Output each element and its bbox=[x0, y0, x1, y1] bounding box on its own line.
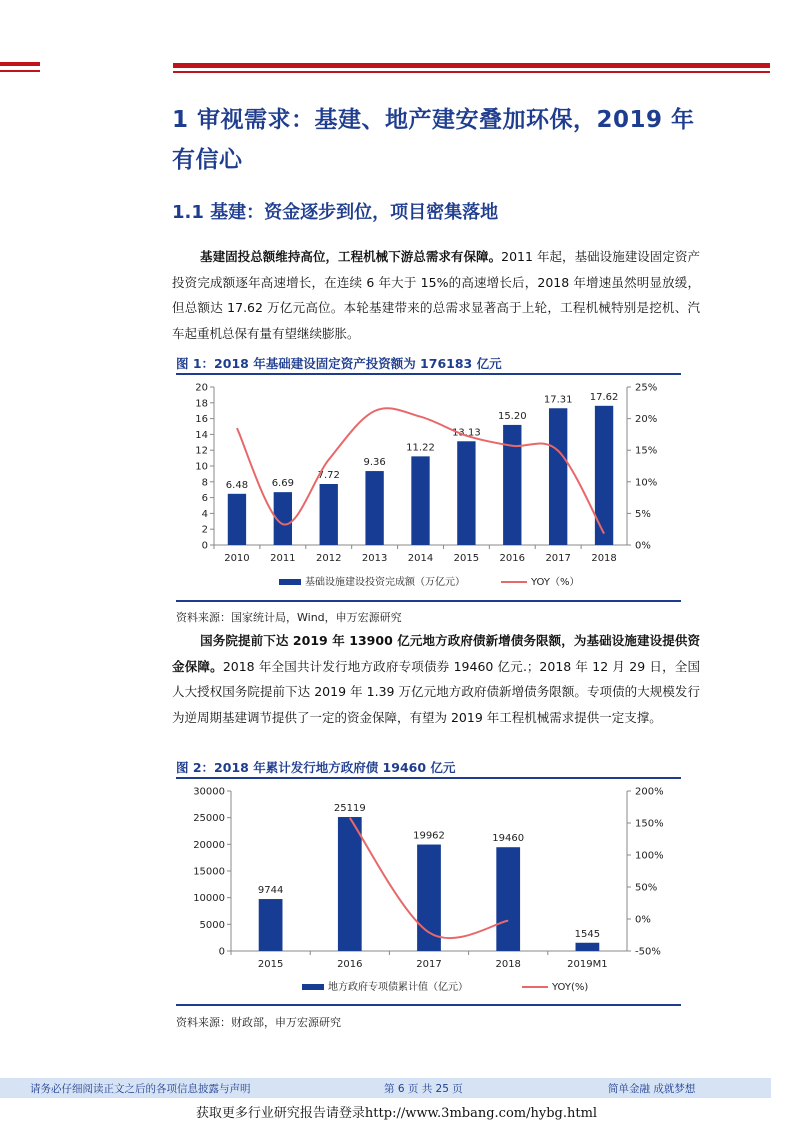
legend-swatch-bar bbox=[302, 984, 324, 990]
bar bbox=[496, 847, 520, 951]
header-bar-right bbox=[173, 63, 770, 68]
paragraph-2-lead: 国务院提前下达 2019 年 13900 亿元地方政府债新增债务限额，为基础设施建设提供资金保障。 bbox=[172, 633, 700, 674]
x-tick-label: 2013 bbox=[361, 553, 388, 564]
x-tick-label: 2016 bbox=[337, 959, 363, 970]
paragraph-1-body: 2011 年起，基础设施建设固定资产投资完成额逐年高速增长，在连续 6 年大于 15%的高速增长后，2018 年增速虽然明显放缓，但总额达 17.62 万亿元高位。本轮基建带来的总需求显著高于上轮，工程机械特别是挖机、汽车起重机总保有量有望继续膨胀。 bbox=[172, 249, 700, 341]
figure-2-top-rule bbox=[176, 777, 681, 779]
figure-1-source: 资料来源：国家统计局，Wind，申万宏源研究 bbox=[176, 611, 402, 624]
bar-data-label: 1545 bbox=[574, 928, 601, 940]
bar bbox=[549, 408, 567, 545]
x-tick-label: 2016 bbox=[499, 553, 526, 564]
legend-label-line: YOY(%) bbox=[552, 982, 589, 993]
y-tick-label-left: 5000 bbox=[199, 919, 225, 931]
bar-data-label: 17.62 bbox=[589, 391, 619, 403]
y-tick-label-left: 16 bbox=[195, 414, 208, 426]
x-tick-label: 2018 bbox=[495, 959, 521, 970]
figure-2-title: 图 2：2018 年累计发行地方政府债 19460 亿元 bbox=[176, 760, 456, 775]
y-tick-label-left: 20000 bbox=[193, 839, 225, 851]
bar-data-label: 6.48 bbox=[225, 479, 249, 491]
x-tick-label: 2012 bbox=[315, 553, 342, 564]
bar bbox=[417, 845, 441, 951]
y-tick-label-left: 12 bbox=[195, 445, 208, 457]
bar bbox=[320, 484, 338, 545]
y-tick-label-left: 4 bbox=[201, 508, 208, 520]
y-tick-label-left: 0 bbox=[218, 946, 225, 958]
bar-data-label: 11.22 bbox=[406, 442, 435, 454]
x-tick-label: 2017 bbox=[416, 959, 442, 970]
y-tick-label-right: 15% bbox=[635, 445, 658, 457]
promo-link-text[interactable]: 获取更多行业研究报告请登录http://www.3mbang.com/hybg.html bbox=[195, 1106, 598, 1121]
bar-data-label: 17.31 bbox=[543, 394, 573, 406]
figure-1-bottom-rule bbox=[176, 600, 681, 602]
y-tick-label-right: 50% bbox=[635, 882, 658, 894]
bar bbox=[365, 471, 383, 545]
y-tick-label-left: 2 bbox=[201, 524, 208, 536]
section-heading: 1 审视需求：基建、地产建安叠加环保，2019 年有信心 bbox=[172, 107, 695, 173]
y-tick-label-right: 20% bbox=[635, 414, 658, 426]
x-tick-label: 2018 bbox=[591, 553, 617, 564]
bar-data-label: 13.13 bbox=[452, 427, 481, 439]
footer-slogan: 简单金融 成就梦想 bbox=[608, 1083, 696, 1095]
bar bbox=[228, 494, 246, 545]
y-tick-label-right: 0% bbox=[635, 540, 651, 552]
y-tick-label-right: 25% bbox=[635, 382, 658, 394]
y-tick-label-left: 0 bbox=[201, 540, 208, 552]
bar bbox=[259, 899, 283, 951]
figure-1-title: 图 1：2018 年基础建设固定资产投资额为 176183 亿元 bbox=[176, 356, 502, 371]
bar-data-label: 15.20 bbox=[497, 410, 527, 422]
bar bbox=[411, 456, 429, 545]
y-tick-label-left: 30000 bbox=[193, 786, 225, 798]
y-tick-label-right: 10% bbox=[635, 477, 658, 489]
x-tick-label: 2015 bbox=[453, 553, 480, 564]
bar-data-label: 25119 bbox=[333, 803, 366, 815]
bar-data-label: 19962 bbox=[413, 830, 445, 842]
x-tick-label: 2014 bbox=[407, 553, 434, 564]
subsection-heading: 1.1 基建：资金逐步到位，项目密集落地 bbox=[172, 202, 499, 223]
figure-1-top-rule bbox=[176, 373, 681, 375]
legend-swatch-bar bbox=[279, 579, 301, 585]
x-tick-label: 2010 bbox=[224, 553, 250, 564]
footer-disclaimer: 请务必仔细阅读正文之后的各项信息披露与声明 bbox=[30, 1083, 251, 1095]
bar-data-label: 9.36 bbox=[363, 457, 386, 469]
y-tick-label-right: -50% bbox=[635, 946, 661, 958]
y-tick-label-left: 10 bbox=[195, 461, 208, 473]
y-tick-label-left: 20 bbox=[195, 382, 208, 394]
paragraph-1-lead: 基建固投总额维持高位，工程机械下游总需求有保障。 bbox=[200, 249, 502, 264]
bar bbox=[457, 441, 475, 545]
y-tick-label-right: 0% bbox=[635, 914, 651, 926]
paragraph-2 bbox=[172, 628, 700, 730]
header-bar-right-thin bbox=[173, 71, 770, 73]
legend-label-line: YOY（%） bbox=[531, 577, 580, 588]
figure-2-source: 资料来源：财政部，申万宏源研究 bbox=[176, 1016, 341, 1029]
bar bbox=[338, 817, 362, 951]
bar-data-label: 7.72 bbox=[317, 470, 340, 482]
y-tick-label-left: 15000 bbox=[193, 866, 225, 878]
bar bbox=[503, 425, 521, 545]
y-tick-label-left: 25000 bbox=[193, 813, 225, 825]
header-bar-left-thin bbox=[0, 70, 40, 72]
bar-data-label: 9744 bbox=[257, 885, 284, 897]
y-tick-label-left: 6 bbox=[201, 493, 208, 505]
y-tick-label-left: 18 bbox=[195, 398, 208, 410]
y-tick-label-left: 14 bbox=[195, 429, 208, 441]
footer-page-number: 第 6 页 共 25 页 bbox=[384, 1083, 463, 1095]
legend-label-bar: 地方政府专项债累计值（亿元） bbox=[328, 982, 468, 993]
bar-data-label: 6.69 bbox=[271, 478, 294, 490]
x-tick-label: 2017 bbox=[545, 553, 571, 564]
bar-data-label: 19460 bbox=[492, 833, 525, 845]
legend-label-bar: 基础设施建设投资完成额（万亿元） bbox=[305, 577, 465, 588]
y-tick-label-right: 200% bbox=[635, 786, 664, 798]
y-tick-label-right: 150% bbox=[635, 818, 664, 830]
y-tick-label-right: 5% bbox=[635, 508, 651, 520]
y-tick-label-left: 8 bbox=[201, 477, 208, 489]
bar bbox=[576, 943, 600, 951]
figure-2-bottom-rule bbox=[176, 1004, 681, 1006]
bar bbox=[595, 406, 613, 545]
paragraph-2-body: 2018 年全国共计发行地方政府专项债券 19460 亿元.；2018 年 12 月 29 日，全国人大授权国务院提前下达 2019 年 1.39 万亿元地方政府债新增债务限额。专项债的大规模发行为逆周期基建调节提供了一定的资金保障，有望为 2019 年工程机械需求提供一定支撑。 bbox=[172, 658, 700, 725]
paragraph-1 bbox=[172, 244, 700, 346]
x-tick-label: 2019M1 bbox=[567, 959, 608, 970]
x-tick-label: 2011 bbox=[270, 553, 296, 564]
header-bar-left bbox=[0, 62, 40, 66]
y-tick-label-left: 10000 bbox=[193, 893, 225, 905]
figure-2-chart bbox=[176, 780, 681, 1002]
figure-1-chart bbox=[176, 376, 681, 598]
y-tick-label-right: 100% bbox=[635, 850, 664, 862]
x-tick-label: 2015 bbox=[257, 959, 284, 970]
